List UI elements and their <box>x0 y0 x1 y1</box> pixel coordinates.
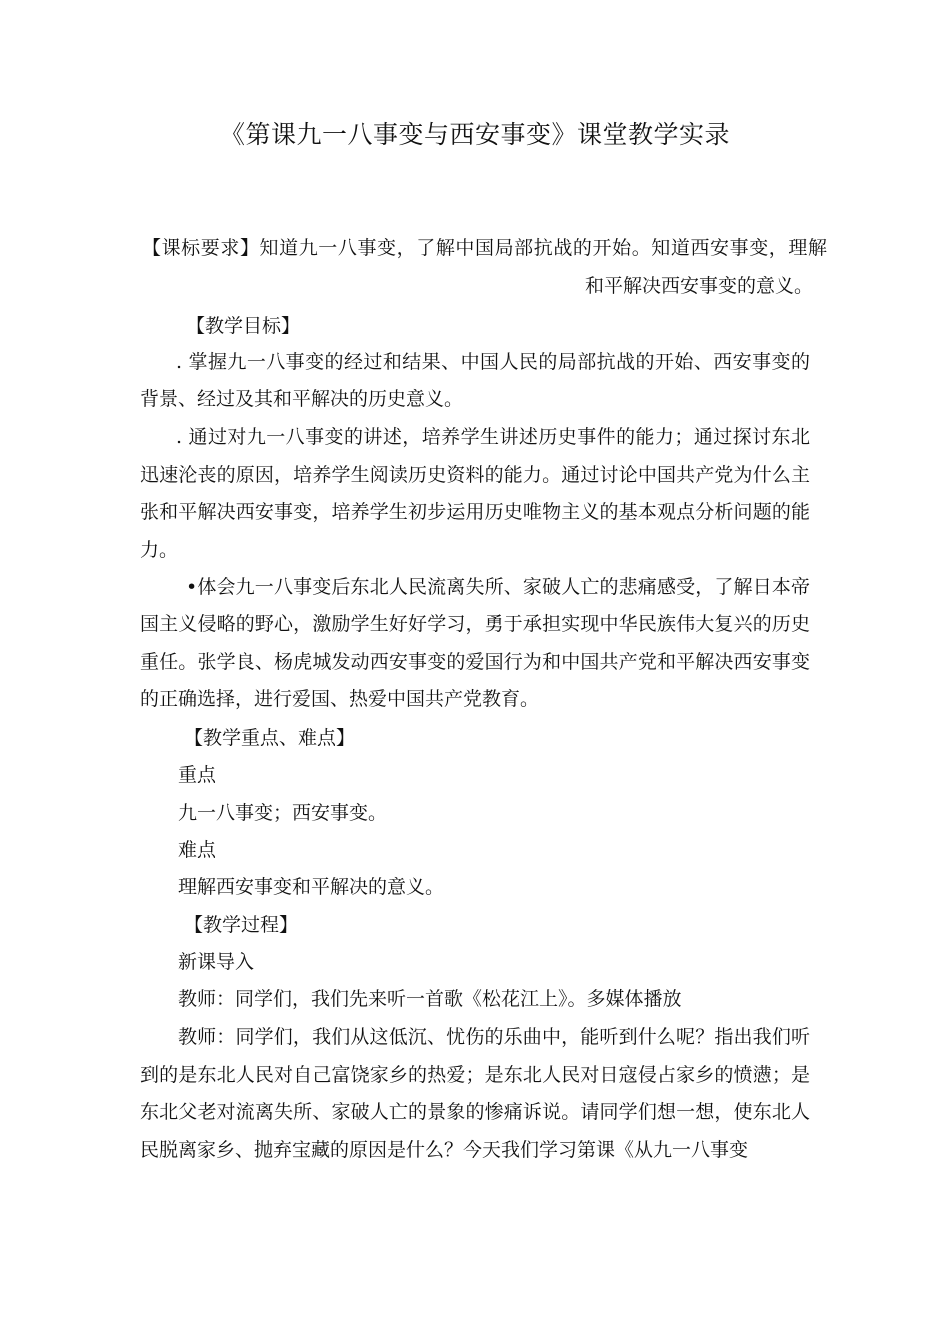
key-point-content: 九一八事变；西安事变。 <box>178 802 388 824</box>
curriculum-requirement-line-1: 【课标要求】知道九一八事变，了解中国局部抗战的开始。知道西安事变，理解 <box>142 237 827 259</box>
curriculum-requirement-line-2: 和平解决西安事变的意义。 <box>585 275 814 297</box>
goal-3-line-3: 重任。张学良、杨虎城发动西安事变的爱国行为和中国共产党和平解决西安事变 <box>140 651 810 673</box>
teacher-paragraph-2-line-1: 教师：同学们，我们从这低沉、忧伤的乐曲中，能听到什么呢？指出我们听 <box>178 1026 810 1048</box>
goal-2-line-3: 张和平解决西安事变，培养学生初步运用历史唯物主义的基本观点分析问题的能 <box>140 501 810 523</box>
teacher-paragraph-2-line-2: 到的是东北人民对自己富饶家乡的热爱；是东北人民对日寇侵占家乡的愤懑；是 <box>140 1064 810 1086</box>
difficulty-label: 难点 <box>178 839 217 861</box>
goal-2-line-2: 迅速沦丧的原因，培养学生阅读历史资料的能力。通过讨论中国共产党为什么主 <box>140 464 810 486</box>
teacher-paragraph-2-line-3: 东北父老对流离失所、家破人亡的景象的惨痛诉说。请同学们想一想，使东北人 <box>140 1101 810 1123</box>
goal-3-line-2: 国主义侵略的野心，激励学生好好学习，勇于承担实现中华民族伟大复兴的历史 <box>140 613 810 635</box>
goal-1-line-2: 背景、经过及其和平解决的历史意义。 <box>140 388 464 410</box>
section-heading-teaching-process: 【教学过程】 <box>184 914 299 936</box>
goal-2-line-1: . 通过对九一八事变的讲述，培养学生讲述历史事件的能力；通过探讨东北 <box>176 426 810 448</box>
goal-1-line-1: . 掌握九一八事变的经过和结果、中国人民的局部抗战的开始、西安事变的 <box>176 351 810 373</box>
goal-3-line-4: 的正确选择，进行爱国、热爱中国共产党教育。 <box>140 688 540 710</box>
new-lesson-intro: 新课导入 <box>178 951 255 973</box>
teacher-paragraph-2-line-4: 民脱离家乡、抛弃宝藏的原因是什么？今天我们学习第课《从九一八事变 <box>140 1139 749 1161</box>
section-heading-teaching-goals: 【教学目标】 <box>186 315 301 337</box>
section-heading-key-points: 【教学重点、难点】 <box>184 727 356 749</box>
goal-3-line-1: •体会九一八事变后东北人民流离失所、家破人亡的悲痛感受，了解日本帝 <box>186 576 810 598</box>
teacher-paragraph-1: 教师：同学们，我们先来听一首歌《松花江上》。多媒体播放 <box>178 988 682 1010</box>
key-point-label: 重点 <box>178 764 217 786</box>
goal-2-line-4: 力。 <box>140 539 179 561</box>
document-title: 《第课九一八事变与西安事变》课堂教学实录 <box>219 120 730 149</box>
difficulty-content: 理解西安事变和平解决的意义。 <box>178 876 445 898</box>
